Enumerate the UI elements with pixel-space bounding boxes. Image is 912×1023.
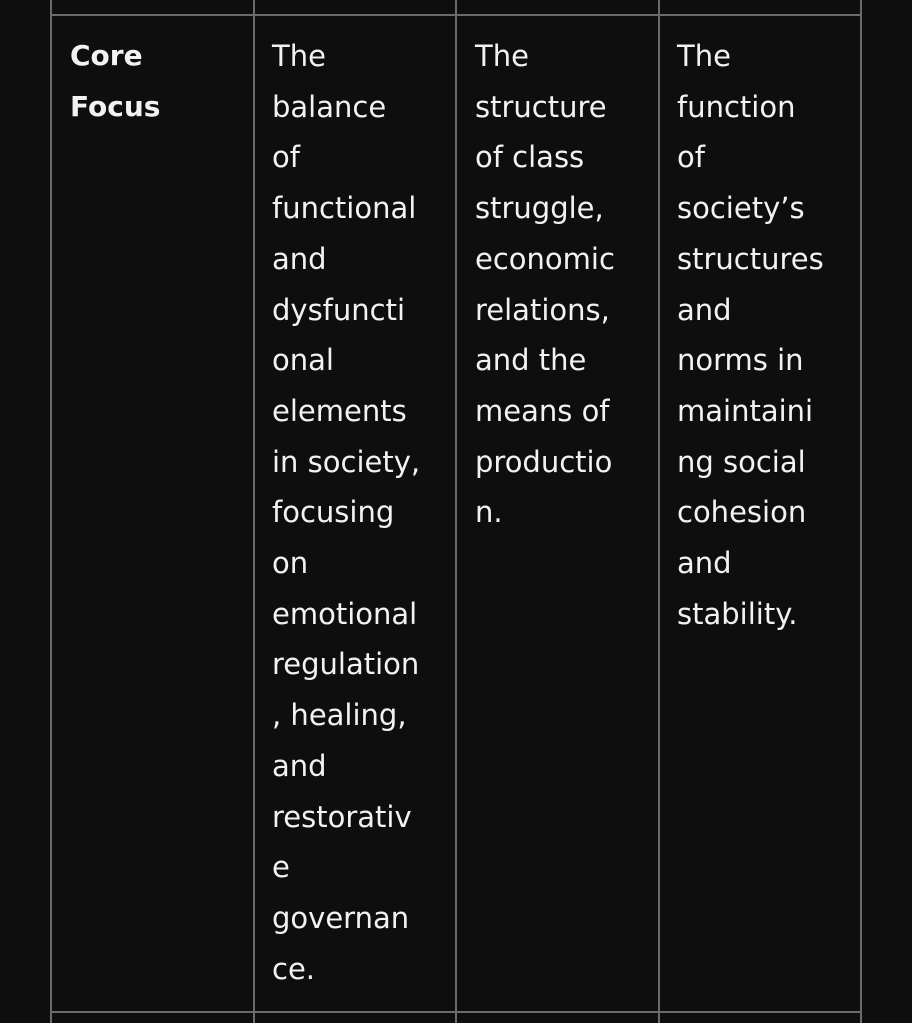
- table-cell-col1: The balance of functional and dysfuncti onal elements in society, focusing on emotional regulation , healing, and restorativ e governan ce.: [272, 39, 421, 986]
- table-cell-col2: The structure of class struggle, economic relations, and the means of productio n.: [475, 39, 615, 530]
- column-divider-2: [455, 0, 457, 1023]
- column-divider-3: [658, 0, 660, 1023]
- table-cell-col3: The function of society’s structures and norms in maintaini ng social cohesion and stability.: [677, 39, 824, 631]
- column-divider-1: [253, 0, 255, 1023]
- row-header-core-focus: Core Focus: [70, 39, 161, 123]
